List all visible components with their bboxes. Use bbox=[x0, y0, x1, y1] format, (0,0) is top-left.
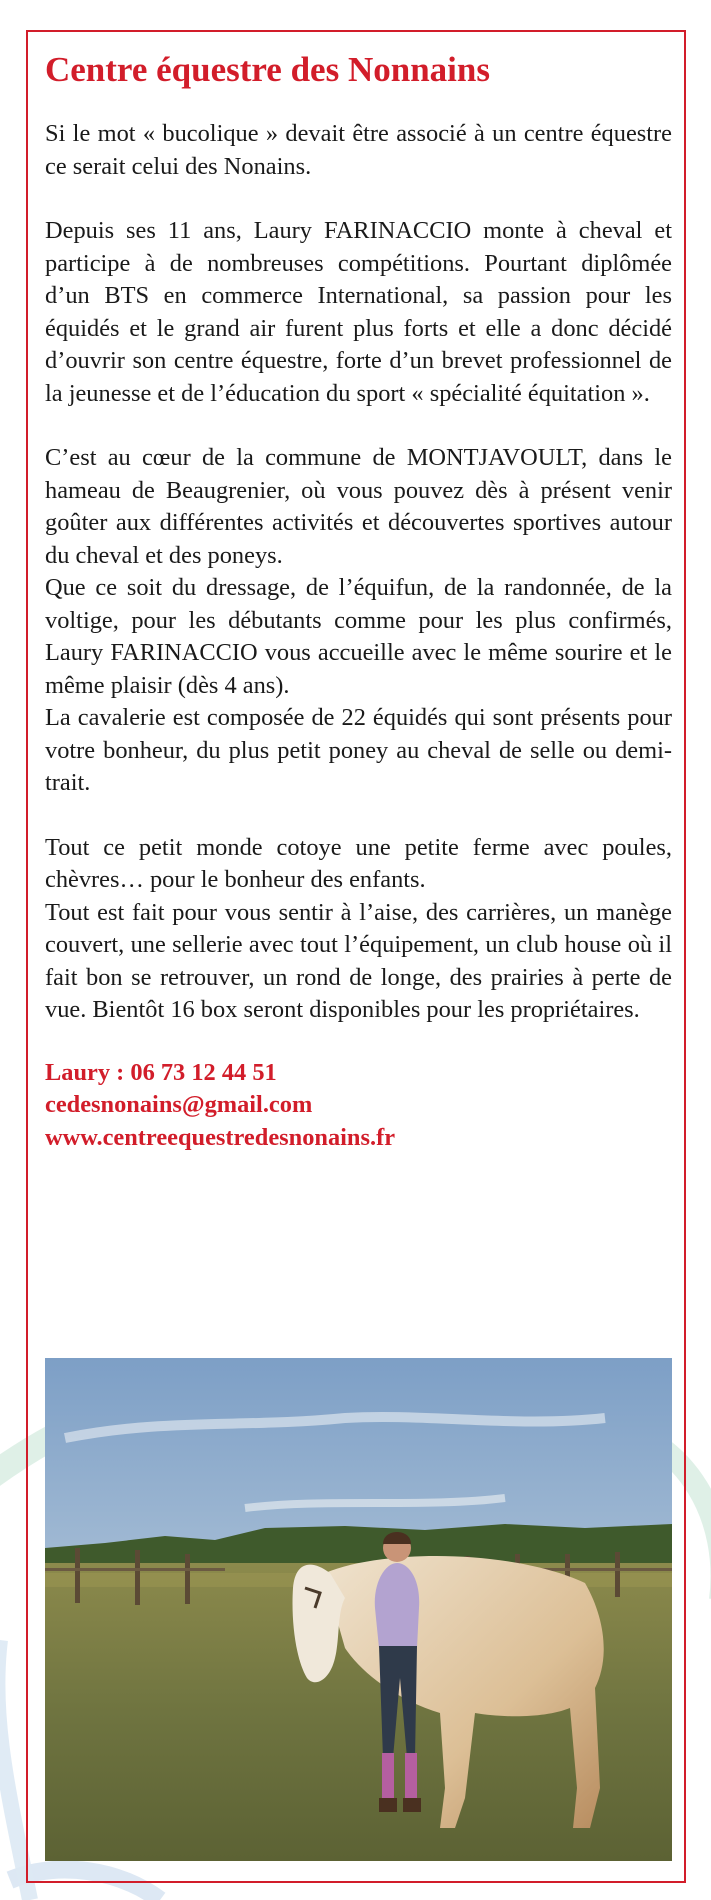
paragraph-biography: Depuis ses 11 ans, Laury FARINACCIO monte à cheval et participe à de nombreuses compétitions. Pourtant diplômée d’un BTS en commerce International, sa passion pour les équidés et le grand air furent plus forts et elle a donc décidé d’ouvrir son centre équestre, forte d’un brevet professionnel de la jeunesse et de l’éducation du sport « spécialité équitation ». bbox=[45, 217, 672, 407]
paragraph-activities: Que ce soit du dressage, de l’équifun, de la randonnée, de la voltige, pour les débutants comme pour les plus confirmés, Laury FARINACCIO vous accueille avec le même sourire et le même plaisir (dès 4 ans). bbox=[45, 574, 672, 699]
paragraph-farm: Tout ce petit monde cotoye une petite ferme avec poules, chèvres… pour le bonheur des enfants. bbox=[45, 833, 672, 893]
paragraph-facilities: Tout est fait pour vous sentir à l’aise, des carrières, un manège couvert, une sellerie avec tout l’équipement, un club house où il fait bon se retrouver, un rond de longe, des prairies à perte de vue. Bientôt 16 box seront disponibles pour les propriétaires. bbox=[45, 898, 672, 1023]
paragraph-intro: Si le mot « bucolique » devait être associé à un centre équestre ce serait celui des Nonains. bbox=[45, 120, 672, 180]
paragraph-cavalry: La cavalerie est composée de 22 équidés qui sont présents pour votre bonheur, du plus petit poney au cheval de selle ou demi-trait. bbox=[45, 704, 672, 796]
article-title: Centre équestre des Nonnains bbox=[45, 50, 490, 89]
contact-phone: Laury : 06 73 12 44 51 bbox=[45, 1058, 277, 1086]
contact-block bbox=[45, 1057, 672, 1155]
contact-website-link[interactable]: www.centreequestredesnonains.fr bbox=[45, 1123, 396, 1151]
contact-email-link[interactable]: cedesnonains@gmail.com bbox=[45, 1091, 313, 1118]
paragraph-location: C’est au cœur de la commune de MONTJAVOULT, dans le hameau de Beaugrenier, où vous pouvez dès à présent venir goûter aux différentes activités et découvertes sportives autour du cheval et des poneys. bbox=[45, 444, 672, 569]
article-content bbox=[45, 48, 672, 1154]
photo-rider-with-horse bbox=[45, 1358, 672, 1861]
